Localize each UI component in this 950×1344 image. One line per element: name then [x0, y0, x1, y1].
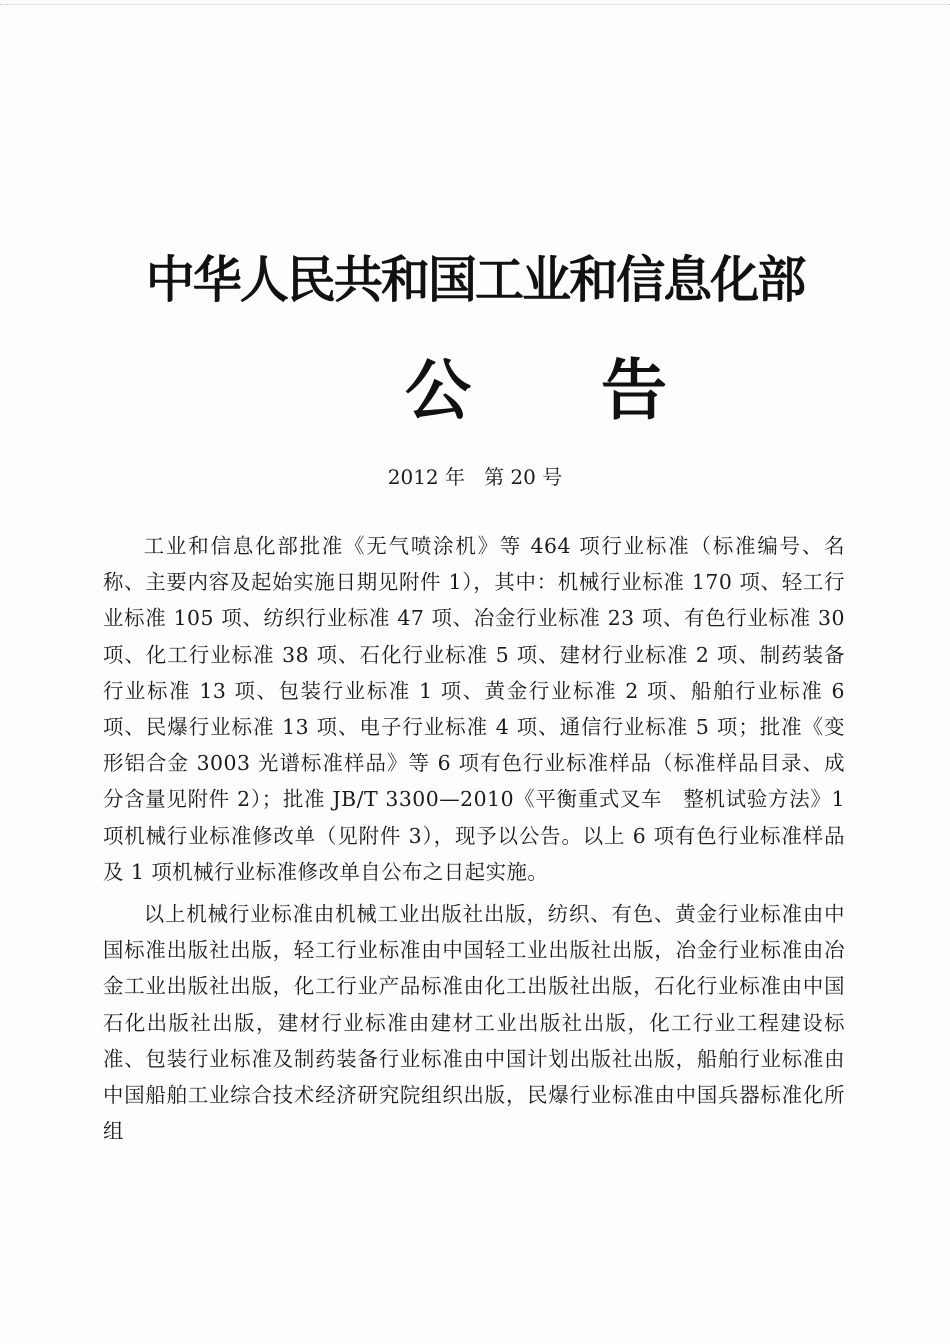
top-edge-rule [0, 4, 950, 5]
body-paragraph-2: 以上机械行业标准由机械工业出版社出版，纺织、有色、黄金行业标准由中国标准出版社出版，轻工行业标准由中国轻工业出版社出版，冶金行业标准由冶金工业出版社出版，化工行业产品标准由化工出版社出版，石化行业标准由中国石化出版社出版，建材行业标准由建材工业出版社出版，化工行业工程建设标准、包装行业标准及制药装备行业标准由中国计划出版社出版，船舶行业标准由中国船舶工业综合技术经济研究院组织出版，民爆行业标准由中国兵器标准化所组 [103, 902, 845, 1144]
ministry-title: 中华人民共和国工业和信息化部 [145, 250, 805, 309]
body-paragraph-1: 工业和信息化部批准《无气喷涂机》等 464 项行业标准（标准编号、名称、主要内容及起始实施日期见附件 1），其中：机械行业标准 170 项、轻工行业标准 105 项、纺织行业标准 47 项、冶金行业标准 23 项、有色行业标准 30 项、化工行业标准 38 项、石化行业标准 5 项、建材行业标准 2 项、制药装备行业标准 13 项、包装行业标准 1 项、黄金行业标准 2 项、船舶行业标准 6 项、民爆行业标准 13 项、电子行业标准 4 项、通信行业标准 5 项；批准《变形铝合金 3003 光谱标准样品》等 6 项有色行业标准样品（标准样品目录、成分含量见附件 2）；批准 JB/T 3300—2010《平衡重式叉车 整机试验方法》1 项机械行业标准修改单（见附件 3），现予以公告。以上 6 项有色行业标准样品及 1 项机械行业标准修改单自公布之日起实施。 [103, 534, 845, 884]
issue-number: 2012 年 第 20 号 [387, 465, 563, 489]
notice-body [103, 528, 845, 1149]
notice-title: 公告 [405, 351, 797, 429]
